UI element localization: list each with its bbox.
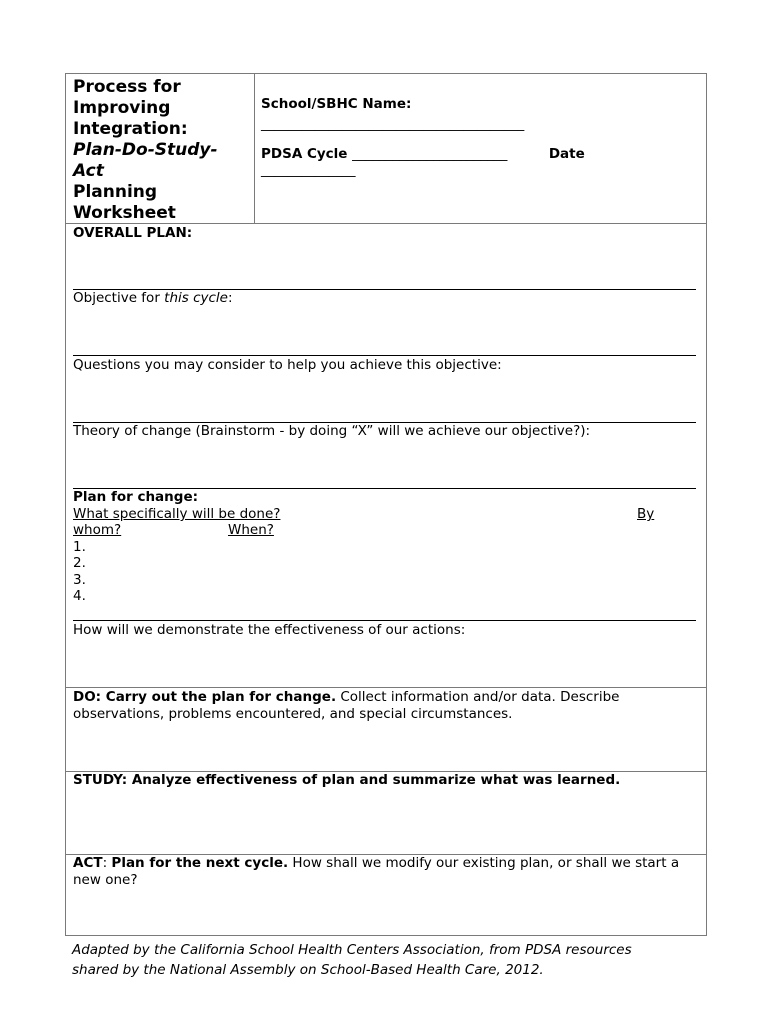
theory-of-change-label: Theory of change (Brainstorm - by doing “X” will we achieve our objective?): [73, 423, 591, 439]
by-column-header: By [637, 506, 655, 522]
school-name-label: School/SBHC Name: [261, 96, 412, 112]
plan-item[interactable]: 4. [73, 588, 86, 604]
demonstrate-effectiveness-label: How will we demonstrate the effectiveness of our actions: [73, 622, 466, 638]
title-line: Worksheet [73, 203, 176, 223]
attribution-footer [72, 940, 712, 980]
title-line: Process for [73, 77, 181, 97]
plan-item[interactable]: 1. [73, 539, 86, 555]
study-section-heading: STUDY: Analyze effectiveness of plan and summarize what was learned. [73, 772, 621, 788]
title-line: Act [73, 161, 104, 181]
title-line: Planning [73, 182, 158, 202]
footer-line: shared by the National Assembly on School-Based Health Care, 2012. [72, 962, 544, 978]
whom-column-header: whom? [73, 522, 122, 538]
do-section-heading: DO: Carry out the plan for change. Collect information and/or data. Describe [73, 689, 620, 705]
date-label: Date [548, 146, 585, 162]
title-line: Improving [73, 98, 171, 118]
when-column-header: When? [228, 522, 274, 538]
worksheet-title [73, 77, 253, 224]
plan-answer-line[interactable] [73, 620, 696, 621]
pdsa-cycle-label: PDSA Cycle [261, 146, 348, 162]
objective-label: Objective for this cycle: [73, 290, 233, 306]
date-field[interactable]: ______________ [261, 162, 356, 178]
plan-for-change-label: Plan for change: [73, 489, 199, 505]
footer-line: Adapted by the California School Health Centers Association, from PDSA resources [72, 942, 632, 958]
do-section-text: observations, problems encountered, and special circumstances. [73, 706, 513, 722]
plan-item[interactable]: 2. [73, 555, 86, 571]
header-divider [254, 74, 255, 223]
section-divider [66, 687, 706, 688]
plan-item[interactable]: 3. [73, 572, 86, 588]
overall-plan-label: OVERALL PLAN: [73, 225, 193, 241]
title-line: Integration: [73, 119, 188, 139]
section-divider [66, 223, 706, 224]
header-fields [261, 96, 701, 178]
pdsa-worksheet-form [65, 73, 707, 936]
title-line: Plan-Do-Study- [73, 140, 218, 160]
what-column-header: What specifically will be done? [73, 506, 281, 522]
questions-label: Questions you may consider to help you achieve this objective: [73, 357, 502, 373]
school-name-field[interactable]: _______________________________________ [261, 116, 525, 132]
act-section-text: new one? [73, 872, 138, 888]
pdsa-cycle-field[interactable]: _______________________ [352, 146, 508, 162]
objective-answer-line[interactable] [73, 355, 696, 356]
act-section-heading: ACT: Plan for the next cycle. How shall we modify our existing plan, or shall we start a [73, 855, 680, 871]
